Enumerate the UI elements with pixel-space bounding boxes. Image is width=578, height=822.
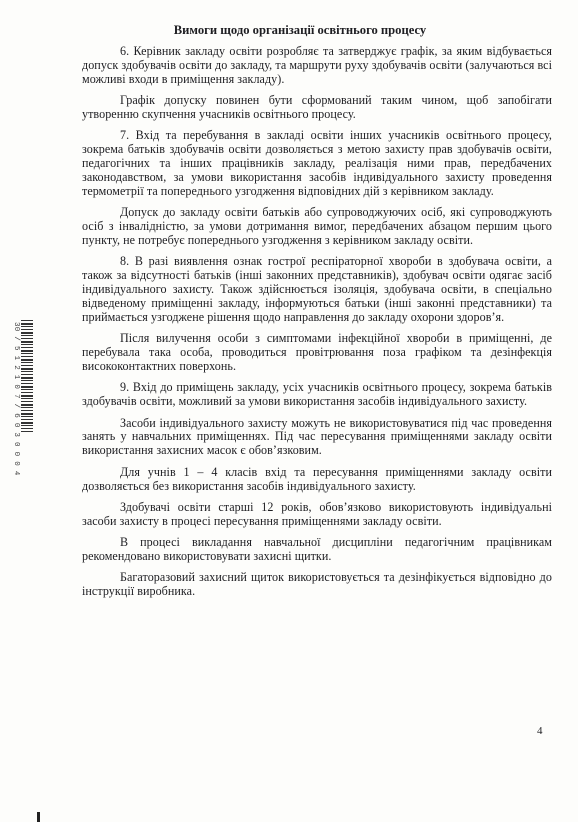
paragraph-9-age: Здобувачі освіти старші 12 років, обов’язково використовують індивідуальні засоби захисту в процесі пересування приміщеннями закладу освіти. [82,499,552,528]
paragraph-7-admission: Допуск до закладу освіти батьків або супроводжуючих осіб, які супроводжують осіб з інвалідністю, за умови дотримання вимог, передбачених абзацом першим цього пункту, не потребує попереднього узгодження з керівником закладу освіти. [82,205,552,248]
paragraph-8-ventilation: Після вилучення особи з симптомами інфекційної хвороби в приміщенні, де перебувала така особа, проводиться провітрювання поза графіком та дезінфекція висококонтактних поверхонь. [82,331,552,374]
paragraph-9-shields: В процесі викладання навчальної дисципліни педагогічним працівникам рекомендовано використовувати захисні щитки. [82,535,552,563]
edge-mark [37,812,40,822]
paragraph-6: 6. Керівник закладу освіти розробляє та затверджує графік, за яким відбувається допуск здобувачів освіти до закладу, та маршрути руху здобувачів освіти (залучаються всі можливі входи в приміщення закладу). [82,44,552,86]
paragraph-9-masks: Засоби індивідуального захисту можуть не використовуватися під час проведення занять у навчальних приміщеннях. Під час пересування приміщеннями закладу освіти використання захисних масок є обов’язковим. [82,415,552,458]
paragraph-7: 7. Вхід та перебування в закладі освіти інших учасників освітнього процесу, зокрема батьків здобувачів освіти дозволяється з метою захисту прав здобувачів освіти, педагогічних та інших працівників закладу, реалізація ними прав, передбачених законодавством, за умови використання засобів індивідуального захисту проведення термометрії та попереднього узгодження відповідних дій з керівником закладу. [82,128,552,198]
document-body [82,45,552,607]
barcode-icon [21,320,33,432]
paragraph-6-schedule: Графік допуску повинен бути сформований таким чином, щоб запобігати утворенню скупчення учасників освітнього процесу. [82,93,552,122]
paragraph-8: 8. В разі виявлення ознак гострої респіраторної хвороби в здобувача освіти, а також за відсутності батьків (інші законних представників), здобувач освіти одягає засіб індивідуального захисту. Також здійснюється ізоляція, здобувача освіти, в спеціально відведеному приміщенні закладу, інформуються батьки (інші законні представники) та приймається узгоджене рішення щодо направлення до закладу охорони здоров’я. [82,254,552,324]
paragraph-9-grades: Для учнів 1 – 4 класів вхід та пересування приміщеннями закладу освіти дозволяється без використання засобів індивідуального захисту. [82,464,552,493]
document-title: Вимоги щодо організації освітнього процесу [173,23,427,37]
paragraph-9: 9. Вхід до приміщень закладу, усіх учасників освітнього процесу, зокрема батьків здобувачів освіти, можливий за умови використання засобів індивідуального захисту. [82,380,552,409]
margin-code: 30 / 5 1 2 1 0 7 / 6 0 3 0 0 0 4 [12,322,20,476]
page-number: 4 [537,725,543,737]
paragraph-9-shield-disinfection: Багаторазовий захисний щиток використовується та дезінфікується відповідно до інструкції виробника. [82,570,552,599]
